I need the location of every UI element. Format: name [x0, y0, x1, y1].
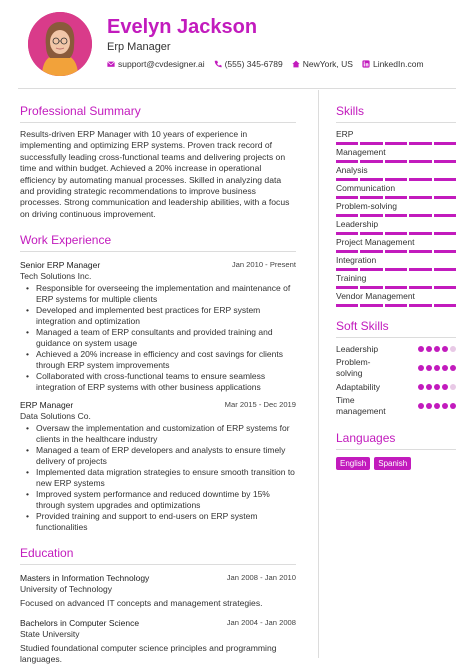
job-entry [20, 260, 296, 393]
rating-dot [442, 346, 448, 352]
summary-text: Results-driven ERP Manager with 10 years of experience in implementing and optimizing ERP systems. Proven track record of successfully leading cross-functional teams and delivering projects on time and within budget. Achieved a 20% increase in operational efficiency by automating manual processes. Skilled in analyzing data and providing strategic recommendations to improve business processes. Strong communication and leadership abilities, with a focus on driving continuous improvement. [20, 129, 290, 219]
soft-skill-item [336, 357, 456, 379]
contact-linkedin-text: LinkedIn.com [372, 59, 424, 69]
list-item: • Collaborated with cross-functional teams to ensure seamless integration of ERP systems with other business applications [20, 371, 296, 393]
skill-level-bar [336, 250, 456, 253]
skill-level-segment [434, 286, 456, 289]
envelope-icon [107, 60, 115, 68]
languages-list [336, 457, 456, 470]
skill-level-segment [385, 268, 407, 271]
skill-label: Training [336, 273, 367, 283]
list-item: • Achieved a 20% increase in efficiency and cost savings for clients through ERP system improvements [20, 349, 296, 371]
skill-level-segment [385, 304, 407, 307]
soft-skills-section [336, 319, 456, 417]
school: State University [20, 628, 80, 639]
list-item: • Responsible for overseeing the implementation and maintenance of ERP systems for multiple clients [20, 283, 296, 305]
skill-label: Communication [336, 183, 396, 193]
soft-skill-item [336, 344, 456, 354]
skill-level-segment [385, 160, 407, 163]
skill-item [336, 165, 456, 181]
skill-level-segment [434, 142, 456, 145]
skill-level-segment [336, 250, 358, 253]
soft-skill-rating [418, 384, 456, 390]
header-divider [18, 88, 456, 89]
skill-level-bar [336, 142, 456, 145]
education-dates: Jan 2008 - Jan 2010 [226, 573, 296, 583]
rating-dot [450, 365, 456, 371]
skill-level-segment [409, 214, 431, 217]
soft-skill-label: Leadership [336, 344, 379, 354]
rating-dot [418, 403, 424, 409]
skill-item [336, 147, 456, 163]
avatar [28, 12, 92, 76]
skill-level-bar [336, 196, 456, 199]
skill-level-segment [385, 178, 407, 181]
soft-skill-rating [418, 346, 456, 352]
skill-item [336, 129, 456, 145]
contact-location-text: NewYork, US [302, 59, 353, 69]
job-entry [20, 400, 296, 533]
skill-label: Vendor Management [336, 291, 415, 301]
soft-skill-item [336, 382, 456, 392]
soft-skill-label: Adaptability [336, 382, 380, 392]
skill-level-segment [336, 304, 358, 307]
skill-level-segment [385, 286, 407, 289]
soft-skill-label: Time management [336, 395, 386, 416]
experience-section [20, 233, 296, 533]
skill-level-segment [434, 232, 456, 235]
skill-level-segment [409, 142, 431, 145]
skill-level-segment [409, 250, 431, 253]
job-dates: Jan 2010 - Present [231, 260, 296, 270]
rating-dot [426, 365, 432, 371]
education-entry [20, 573, 296, 609]
list-item: • Improved system performance and reduced downtime by 15% through system upgrades and optimizations [20, 489, 296, 511]
rating-dot [434, 346, 440, 352]
skill-level-segment [434, 304, 456, 307]
experience-heading: Work Experience [20, 233, 112, 248]
skill-item [336, 237, 456, 253]
skill-label: Problem-solving [336, 201, 397, 211]
summary-heading: Professional Summary [20, 104, 141, 118]
skill-item [336, 273, 456, 289]
skill-level-segment [336, 214, 358, 217]
languages-section [336, 431, 456, 470]
section-divider [336, 449, 456, 450]
rating-dot [426, 403, 432, 409]
skill-level-segment [434, 250, 456, 253]
skill-level-segment [434, 214, 456, 217]
rating-dot [442, 384, 448, 390]
rating-dot [418, 384, 424, 390]
skill-item [336, 291, 456, 307]
list-item: • Oversaw the implementation and customization of ERP systems for clients in the healthcare industry [20, 423, 296, 445]
soft-skills-list [336, 344, 456, 417]
degree: Bachelors in Computer Science [20, 617, 140, 628]
skill-level-segment [409, 286, 431, 289]
rating-dot [434, 365, 440, 371]
soft-skill-rating [418, 403, 456, 409]
language-badge: English [336, 457, 370, 470]
skill-level-segment [336, 286, 358, 289]
rating-dot [450, 403, 456, 409]
school: University of Technology [20, 584, 112, 595]
rating-dot [450, 346, 456, 352]
skill-level-bar [336, 286, 456, 289]
contact-phone-text: (555) 345-6789 [224, 59, 283, 69]
contact-email[interactable] [107, 59, 205, 69]
candidate-name: Evelyn Jackson [107, 16, 258, 38]
skill-level-segment [385, 250, 407, 253]
section-divider [20, 122, 296, 123]
soft-skills-heading: Soft Skills [336, 319, 389, 333]
skill-level-segment [360, 268, 382, 271]
home-icon [292, 60, 300, 68]
skill-level-segment [336, 142, 358, 145]
section-divider [336, 122, 456, 123]
skill-level-segment [336, 232, 358, 235]
resume-header [6, 4, 468, 84]
skill-level-segment [360, 160, 382, 163]
skill-level-segment [409, 178, 431, 181]
side-column [336, 104, 456, 470]
language-badge: Spanish [374, 457, 411, 470]
soft-skill-rating [418, 365, 456, 371]
list-item: • Managed a team of ERP consultants and provided training and guidance on system usage [20, 327, 296, 349]
skill-level-segment [360, 196, 382, 199]
skill-label: Integration [336, 255, 377, 265]
rating-dot [450, 384, 456, 390]
skill-label: ERP [336, 129, 354, 139]
section-divider [20, 564, 296, 565]
list-item: • Implemented data migration strategies to ensure smooth transition to new ERP systems [20, 467, 296, 489]
soft-skill-item [336, 395, 456, 417]
education-dates: Jan 2004 - Jan 2008 [226, 617, 296, 627]
section-divider [336, 337, 456, 338]
skill-item [336, 201, 456, 217]
contact-location [292, 59, 353, 69]
skill-label: Leadership [336, 219, 379, 229]
list-item: • Provided training and support to end-users on ERP system functionalities [20, 511, 296, 533]
skill-level-segment [409, 196, 431, 199]
skill-level-segment [409, 268, 431, 271]
rating-dot [434, 403, 440, 409]
phone-icon [214, 60, 222, 68]
skill-item [336, 255, 456, 271]
education-description: Studied foundational computer science principles and programming languages. [20, 642, 277, 665]
skill-item [336, 219, 456, 235]
skill-level-segment [434, 196, 456, 199]
skill-level-bar [336, 214, 456, 217]
skill-level-bar [336, 268, 456, 271]
skill-label: Project Management [336, 237, 415, 247]
skill-level-segment [409, 232, 431, 235]
skill-level-segment [385, 196, 407, 199]
rating-dot [442, 403, 448, 409]
skill-level-segment [409, 304, 431, 307]
column-divider [318, 90, 319, 658]
main-column [20, 104, 296, 665]
resume-page [6, 4, 468, 665]
skill-level-segment [360, 250, 382, 253]
rating-dot [426, 346, 432, 352]
languages-heading: Languages [336, 431, 396, 445]
skill-level-segment [336, 196, 358, 199]
skill-level-segment [360, 286, 382, 289]
list-item: • Developed and implemented best practices for ERP system integration and optimization [20, 305, 296, 327]
contact-linkedin[interactable] [362, 59, 424, 69]
skill-level-segment [385, 142, 407, 145]
skills-section [336, 104, 456, 307]
skill-level-segment [434, 178, 456, 181]
education-entry [20, 618, 296, 665]
avatar-portrait [28, 12, 92, 76]
skill-level-bar [336, 232, 456, 235]
skills-heading: Skills [336, 104, 365, 118]
contact-phone[interactable] [214, 59, 283, 69]
rating-dot [426, 384, 432, 390]
skills-list [336, 129, 456, 307]
soft-skill-label: Problem-solving [336, 357, 371, 378]
degree: Masters in Information Technology [20, 573, 150, 584]
skill-level-segment [360, 304, 382, 307]
list-item: • Managed a team of ERP developers and analysts to ensure timely delivery of projects [20, 445, 296, 467]
job-title: Senior ERP Manager [20, 260, 101, 271]
rating-dot [418, 365, 424, 371]
skill-level-segment [385, 232, 407, 235]
skill-level-segment [360, 142, 382, 145]
skill-level-bar [336, 160, 456, 163]
rating-dot [418, 346, 424, 352]
job-bullets [20, 423, 296, 533]
job-title: ERP Manager [20, 400, 74, 411]
job-dates: Mar 2015 - Dec 2019 [224, 400, 296, 410]
linkedin-icon [362, 60, 370, 68]
contact-list [107, 59, 424, 69]
skill-level-segment [409, 160, 431, 163]
rating-dot [434, 384, 440, 390]
skill-level-bar [336, 178, 456, 181]
education-description: Focused on advanced IT concepts and management strategies. [20, 598, 263, 609]
skill-label: Management [336, 147, 386, 157]
rating-dot [442, 365, 448, 371]
contact-email-text: support@cvdesigner.ai [118, 59, 205, 69]
skill-level-segment [336, 268, 358, 271]
skill-label: Analysis [336, 165, 368, 175]
skill-level-segment [336, 160, 358, 163]
skill-level-segment [360, 178, 382, 181]
section-divider [20, 251, 296, 252]
skill-level-segment [360, 232, 382, 235]
job-bullets [20, 283, 296, 393]
skill-level-segment [385, 214, 407, 217]
skill-item [336, 183, 456, 199]
job-company: Tech Solutions Inc. [20, 271, 92, 282]
skill-level-segment [434, 268, 456, 271]
skill-level-bar [336, 304, 456, 307]
summary-section [20, 104, 296, 220]
candidate-title: Erp Manager [107, 41, 171, 53]
skill-level-segment [434, 160, 456, 163]
education-section [20, 546, 296, 665]
skill-level-segment [360, 214, 382, 217]
education-heading: Education [20, 546, 74, 561]
job-company: Data Solutions Co. [20, 411, 91, 422]
skill-level-segment [336, 178, 358, 181]
